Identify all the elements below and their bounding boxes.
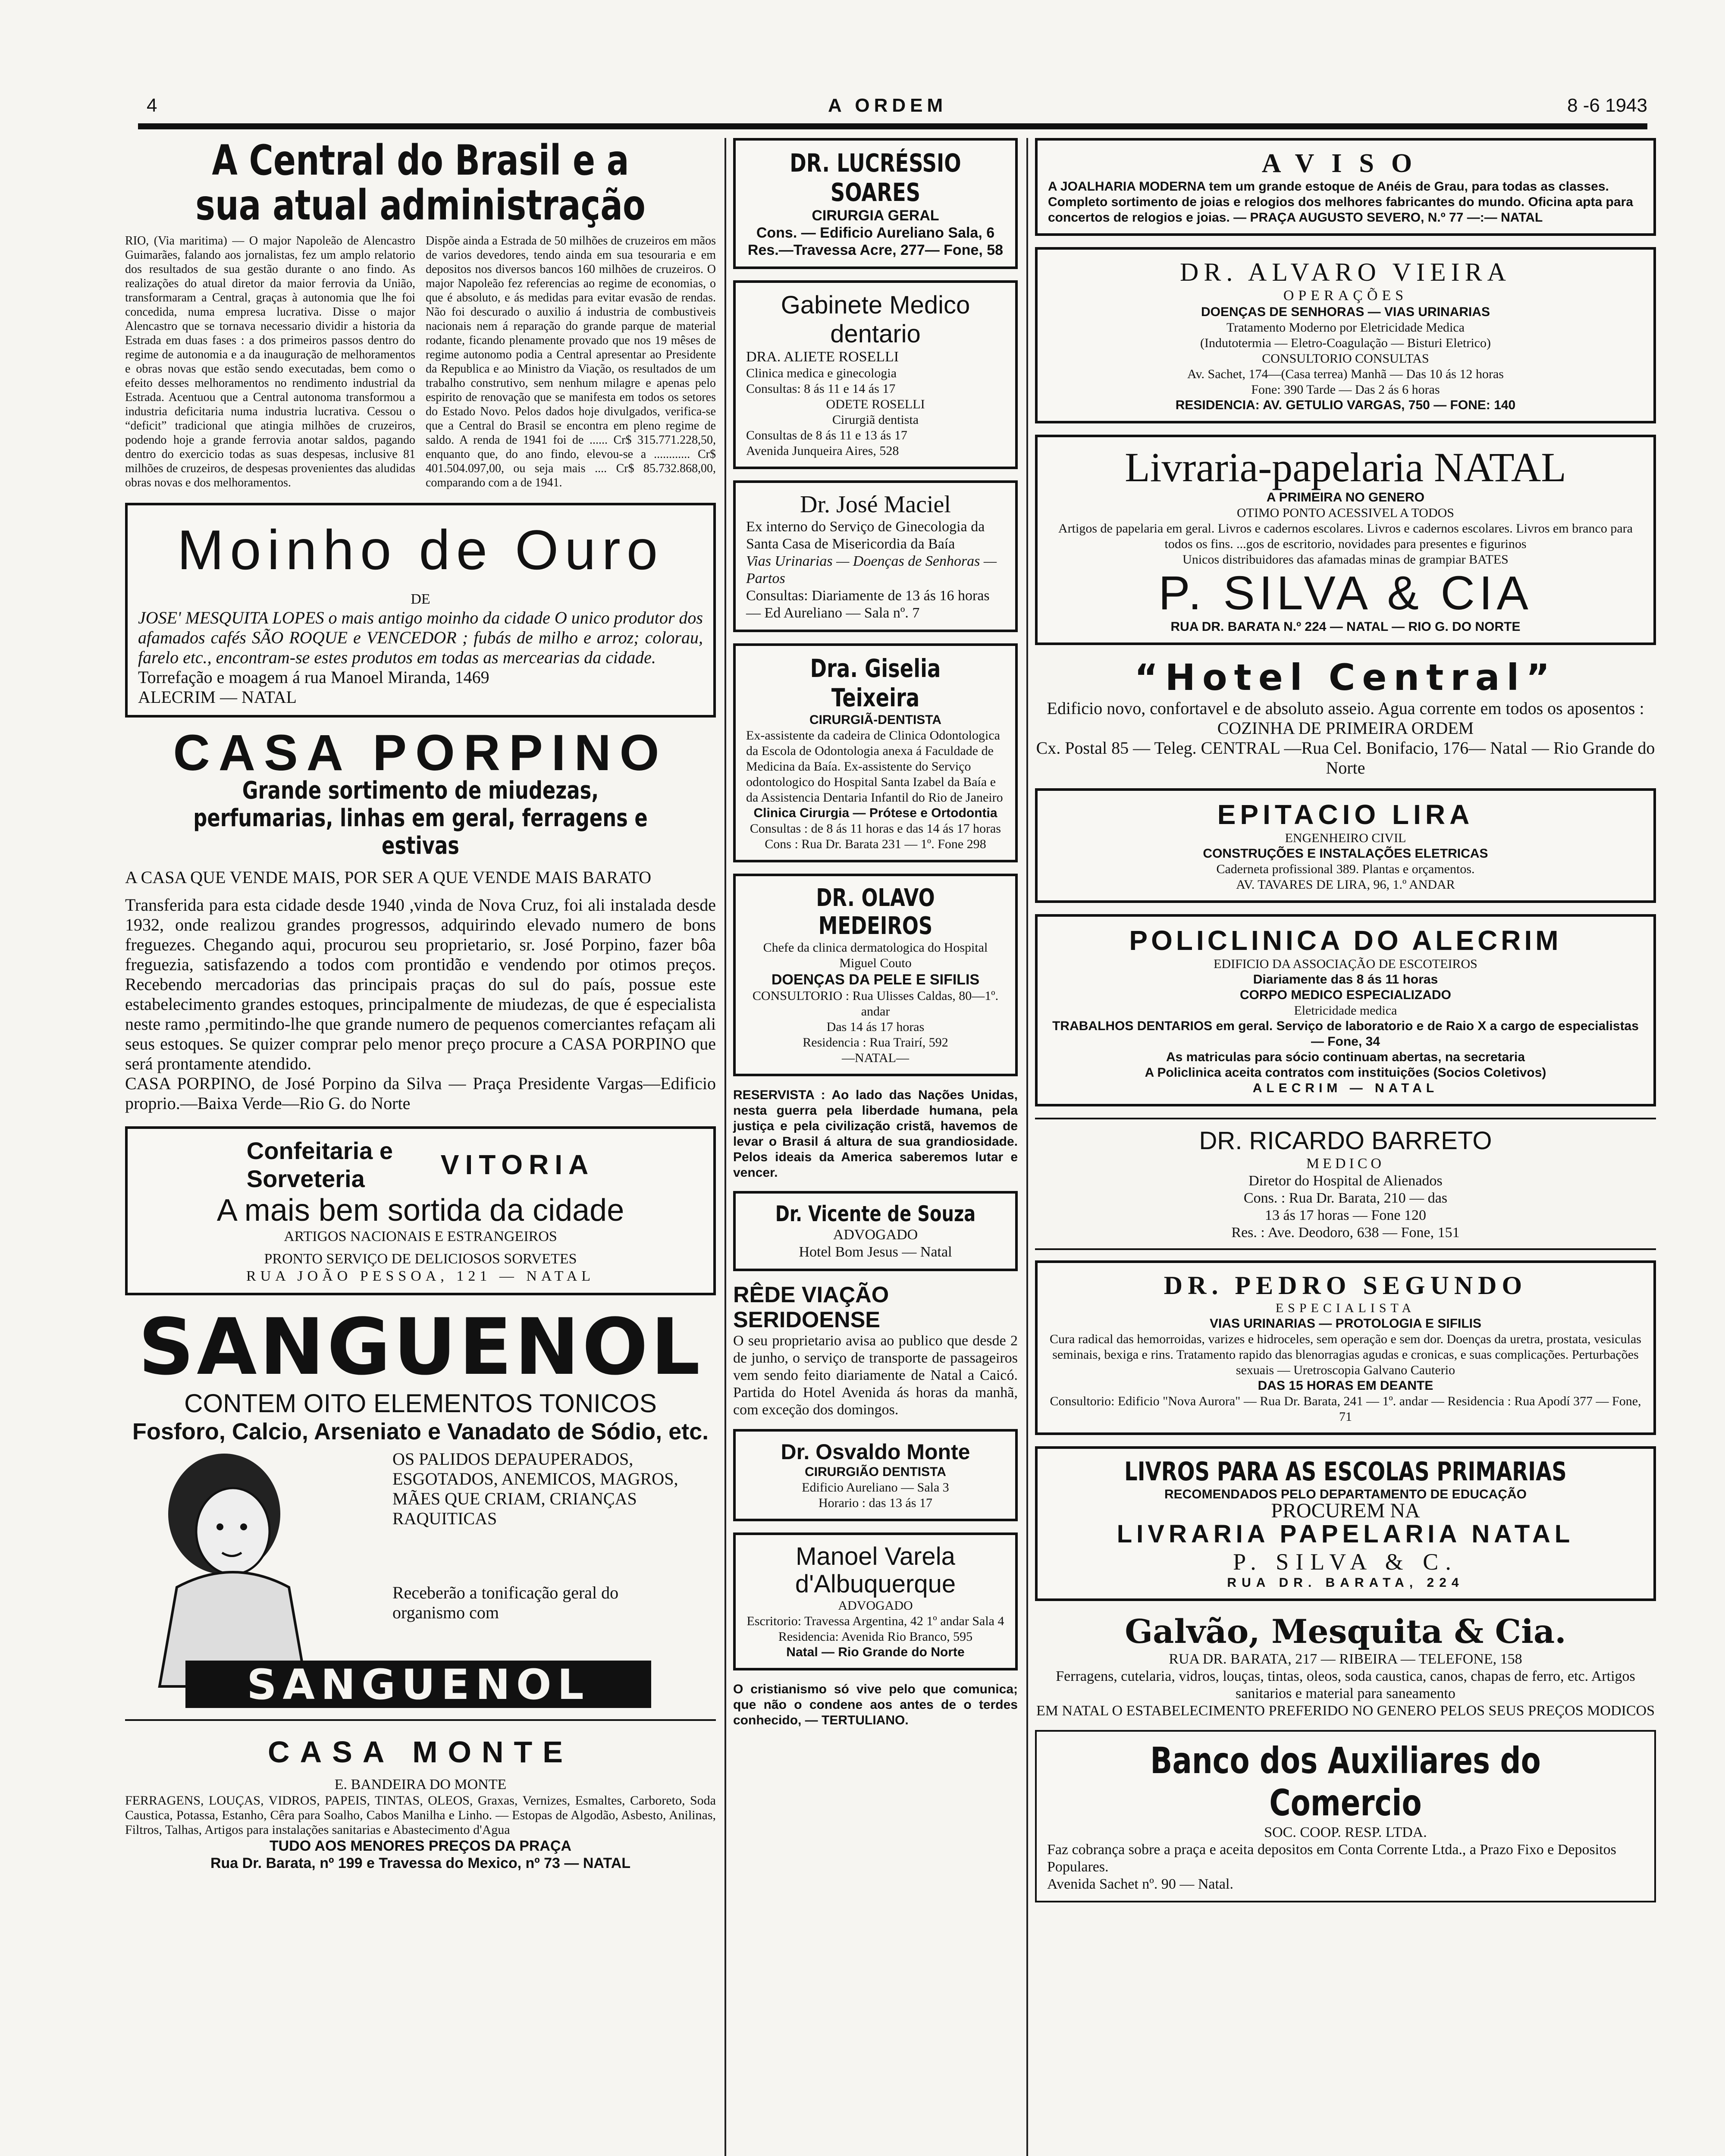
ad-livraria-sub: A PRIMEIRA NO GENERO — [1266, 490, 1425, 505]
ad-osvaldo-name: Dr. Osvaldo Monte — [781, 1440, 970, 1464]
ad-sanguenol-bottle: SANGUENOL — [247, 1661, 590, 1709]
ad-banco-t2: Faz cobrança sobre a praça e aceita depositos em Conta Corrente Ltda., a Prazo Fixo e Depositos Populares. — [1047, 1842, 1616, 1875]
divider — [1035, 1248, 1656, 1250]
ad-barreto-spec: MEDICO — [1306, 1156, 1385, 1172]
ad-livros-t1: RECOMENDADOS PELO DEPARTAMENTO DE EDUCAÇÃO — [1164, 1487, 1527, 1501]
ad-medeiros-text: Chefe da clinica dermatologica do Hospital Miguel Couto — [763, 940, 988, 970]
ad-lira-t1: CONSTRUÇÕES E INSTALAÇÕES ELETRICAS — [1203, 846, 1488, 861]
tertuliano-quote: O cristianismo só vive pelo que comunica; que não o condene aos antes de o terdes conhecido, — TERTULIANO. — [733, 1682, 1018, 1727]
ad-monte-address: Rua Dr. Barata, nº 199 e Travessa do Mexico, nº 73 — NATAL — [210, 1855, 631, 1871]
ad-livraria — [1035, 435, 1656, 645]
page-header — [138, 86, 1647, 116]
ad-gabinete-name2: ODETE ROSELLI — [826, 397, 925, 411]
ad-lira-t2: Caderneta profissional 389. Plantas e orçamentos. — [1216, 862, 1475, 876]
ad-segundo-t1: VIAS URINARIAS — PROTOLOGIA E SIFILIS — [1209, 1316, 1482, 1331]
ad-gabinete-title: Gabinete Medico dentario — [781, 291, 970, 348]
ad-vieira-res: RESIDENCIA: AV. GETULIO VARGAS, 750 — FONE: 140 — [1175, 398, 1516, 412]
ad-policlinica-title: POLICLINICA DO ALECRIM — [1129, 925, 1562, 956]
issue-date: 8 -6 1943 — [1567, 95, 1647, 116]
ad-hotel-text: Edificio novo, confortavel e de absoluto asseio. Agua corrente em todos os aposentos : COZINHA DE PRIMEIRA ORDEM — [1047, 699, 1644, 738]
ad-aviso — [1035, 138, 1656, 236]
ad-soares-cons: Cons. — Edificio Aureliano Sala, 6 — [756, 225, 995, 241]
ad-gabinete-addr: Avenida Junqueira Aires, 528 — [746, 444, 899, 458]
ad-policlinica — [1035, 914, 1656, 1106]
ad-sanguenol-line3: OS PALIDOS DEPAUPERADOS, ESGOTADOS, ANEMICOS, MAGROS, MÃES QUE CRIAM, CRIANÇAS RAQUITICAS — [392, 1449, 678, 1528]
ad-porpino-title: CASA PORPINO — [173, 724, 668, 781]
ad-soares-name: DR. LUCRÉSSIO SOARES — [790, 148, 961, 207]
ad-maciel-name: Dr. José Maciel — [800, 491, 951, 518]
ad-livraria-l1: OTIMO PONTO ACESSIVEL A TODOS — [1237, 506, 1454, 520]
ad-policlinica-t6: As matriculas para sócio continuam abertas, na secretaria — [1166, 1050, 1525, 1064]
ad-aviso-text: A JOALHARIA MODERNA tem um grande estoque de Anéis de Grau, para todas as classes. Completo sortimento de joias e relogios dos melhores fabricantes do mundo. Oficina apta para concertos de relogios e joias. — PRAÇA AUGUSTO SEVERO, N.º 77 —:— NATAL — [1048, 179, 1633, 225]
ad-confeitaria-address: RUA JOÃO PESSOA, 121 — NATAL — [246, 1268, 595, 1284]
ad-medeiros-city: —NATAL— — [842, 1051, 909, 1065]
ad-barreto-t1: Diretor do Hospital de Alienados — [1248, 1173, 1443, 1189]
ad-livros-title: LIVROS PARA AS ESCOLAS PRIMARIAS — [1124, 1457, 1567, 1487]
ad-soares-spec: CIRURGIA GERAL — [812, 207, 939, 224]
ad-moinho-title: Moinho de Ouro — [177, 518, 664, 581]
article-col-a: RIO, (Via maritima) — O major Napoleão de Alencastro Guimarães, falando aos jornalistas, fez um amplo relatorio dos resultados de sua gestão durante o ano findo. As realizações do atual diretor da maior ferrovia da União, transformaram a Central, graças à autonomia que lhe foi concedida, numa empresa lucrativa. Disse o major Alencastro que se tornava necessario dividir a historia da Estrada em duas fases : a dos primeiros passos dentro do regime de autonomia e a da inauguração de melhoramentos e obras novas que estão sendo executadas, bem como o efeito desses melhoramentos no rendimento industrial da Estrada. Acentuou que a Central autonoma transformou a industria deficitaria numa industria lucrativa. Cessou o “deficit” tradicional que atingia milhões de cruzeiros, podendo hoje a grande ferrovia anotar saldos, pagando dentro do exercicio todas as suas despesas, inclusive 81 milhões de cruzeiros, de despesas provenientes das aludidas obras novas e dos melhoramentos. — [125, 234, 415, 489]
ad-vieira-oper: OPERAÇÕES — [1283, 288, 1408, 304]
ad-soares — [733, 138, 1018, 269]
ad-medeiros-name: DR. OLAVO MEDEIROS — [816, 884, 935, 940]
ad-moinho-de: DE — [411, 591, 430, 607]
ad-rede-title: RÊDE VIAÇÃO SERIDOENSE — [733, 1282, 889, 1332]
ad-medeiros-cons: CONSULTORIO : Rua Ulisses Caldas, 80—1º. andar — [752, 989, 999, 1018]
ad-livraria-l3: Unicos distribuidores das afamadas minas de grampiar BATES — [1182, 552, 1509, 567]
ad-banco — [1035, 1730, 1656, 1902]
reservista-notice: RESERVISTA : Ao lado das Nações Unidas, nesta guerra pela liberdade humana, pela justiça e pela civilização cristã, havemos de levar o Brasil á altura de sua grandiosidade. Pelos ideais da America saberemos lutar e vencer. — [733, 1088, 1018, 1180]
ad-moinho — [125, 503, 716, 718]
ad-maciel — [733, 480, 1018, 632]
ad-soares-res: Res.—Travessa Acre, 277— Fone, 58 — [747, 242, 1004, 258]
ad-maciel-spec: Vias Urinarias — Doenças de Senhoras — Partos — [746, 553, 997, 586]
ad-varela-res: Residencia: Avenida Rio Branco, 595 — [778, 1630, 973, 1644]
ad-gabinete-cons: Consultas: 8 ás 11 e 14 ás 17 — [746, 382, 896, 396]
ad-giselia-spec2: Clinica Cirurgia — Prótese e Ortodontia — [753, 806, 997, 820]
ad-monte-slogan: TUDO AOS MENORES PREÇOS DA PRAÇA — [269, 1838, 572, 1854]
ad-giselia — [733, 643, 1018, 862]
column-right — [1035, 138, 1656, 1914]
ad-policlinica-t4: Eletricidade medica — [1294, 1003, 1397, 1018]
ad-segundo-t3: DAS 15 HORAS EM DEANTE — [1258, 1379, 1433, 1393]
ad-rede — [733, 1282, 1018, 1419]
ad-livraria-title: Livraria-papelaria NATAL — [1125, 444, 1566, 490]
ad-vieira-spec: DOENÇAS DE SENHORAS — VIAS URINARIAS — [1201, 305, 1490, 319]
article-title: A Central do Brasil e a sua atual administração — [195, 136, 646, 229]
ad-medeiros-spec: DOENÇAS DA PELE E SIFILIS — [771, 971, 980, 988]
ad-gabinete-cons2: Consultas de 8 ás 11 e 13 ás 17 — [746, 428, 907, 442]
ad-porpino-text: Transferida para esta cidade desde 1940 ,vinda de Nova Cruz, foi ali instalada desde 1932, onde realizou grandes progressos, adquirindo elevado numero de bons freguezes. Chegando aqui, procurou seu proprietario, sr. José Porpino, fazer bôa freguezia, satisfazendo a todos com prontidão e vendendo por otimos preços. Recebendo mercadorias das principais praças do sul do país, possue este estabelecimento grandes estoques, principalmente de miudezas, de que é especialista neste ramo ,permitindo-lhe que grande numero de pequenos comerciantes refaçam ali seus estoques. Se quizer comprar pelo menor preço procure a CASA PORPINO que será prontamente atendido. — [125, 895, 716, 1073]
ad-porpino-subtitle: Grande sortimento de miudezas, perfumarias, linhas em geral, ferragens e estivas — [193, 777, 648, 860]
ad-sanguenol-title: SANGUENOL — [138, 1302, 703, 1392]
ad-policlinica-t5: TRABALHOS DENTARIOS em geral. Serviço de laboratorio e de Raio X a cargo de especialistas — Fone, 34 — [1052, 1019, 1639, 1049]
ad-barreto-name: DR. RICARDO BARRETO — [1199, 1127, 1492, 1155]
ad-souza-spec: ADVOGADO — [833, 1227, 918, 1243]
ad-livraria-addr: RUA DR. BARATA N.º 224 — NATAL — RIO G. DO NORTE — [1170, 620, 1521, 634]
ad-sanguenol-illustration — [125, 1445, 716, 1712]
column-middle — [733, 138, 1018, 1728]
ad-livraria-l2: Artigos de papelaria em geral. Livros e cadernos escolares. Livros e cadernos escolares. Livros em branco para todos os fins. ...gos de escritorio, novidades para presentes e figurinos — [1058, 521, 1633, 551]
ad-medeiros — [733, 874, 1018, 1076]
ad-lira-spec: ENGENHEIRO CIVIL — [1285, 831, 1406, 845]
ad-barreto-t3: 13 ás 17 horas — Fone 120 — [1265, 1207, 1426, 1223]
ad-hotel — [1035, 656, 1656, 778]
ad-galvao-t1: RUA DR. BARATA, 217 — RIBEIRA — TELEFONE, 158 — [1169, 1651, 1522, 1667]
ad-lira — [1035, 788, 1656, 903]
ad-giselia-text: Ex-assistente da cadeira de Clinica Odontologica da Escola de Odontologia anexa á Faculdade de Medicina da Baía. Ex-assistente do Serviço odontologico do Hospital Santa Izabel da Baía e da Assistencia Dentaria Infantil do Rio de Janeiro — [746, 728, 1003, 805]
ad-galvao-title: Galvão, Mesquita & Cia. — [1125, 1612, 1566, 1651]
ad-varela — [733, 1532, 1018, 1670]
ad-livros — [1035, 1446, 1656, 1601]
ad-livros-t5: RUA DR. BARATA, 224 — [1227, 1576, 1464, 1590]
header-rule — [138, 123, 1647, 129]
article-central — [125, 138, 716, 490]
ad-galvao-t2: Ferragens, cutelaria, vidros, louças, tintas, oleos, soda caustica, canos, chapas de ferro, etc. Artigos sanitarios e material para saneamento — [1056, 1668, 1635, 1702]
divider — [125, 1719, 716, 1721]
ad-medeiros-hours: Das 14 ás 17 horas — [826, 1020, 925, 1034]
ad-livros-t4: P. SILVA & C. — [1233, 1549, 1458, 1575]
ad-moinho-text: JOSE' MESQUITA LOPES o mais antigo moinho da cidade O unico produtor dos afamados cafés SÃO ROQUE e VENCEDOR ; fubás de milho e arroz; colorau, farelo etc., encontram-se estes produtos em todas as mercearias da cidade. — [138, 608, 703, 667]
article-col-b: Dispõe ainda a Estrada de 50 milhões de cruzeiros em mãos de varios devedores, tendo ainda em sua tesouraria e em depositos nos diversos bancos 160 milhões de cruzeiros. O major Napoleão fez referencias ao regime de economias, o que é absoluto, e ás medidas para evitar evasão de rendas. Não foi descurado o auxilio á industria de combustiveis nacionais nem á reparação do grande parque de material rodante, ficando plenamente provado que nos 19 mêses de regime autonomo podia a Central apresentar ao Presidente da Republica e ao Ministro da Viação, os resultados de um trabalho construtivo, sem nenhum milagre e apenas pelo espirito de renovação que se manifesta em todos os setores do Estado Novo. Pelos dados hoje divulgados, verifica-se que a Central do Brasil se encontra em pleno regime de saldo. A renda de 1941 foi de ...... Cr$ 315.771.228,50, enquanto que, do ano findo, elevou-se a ............ Cr$ 401.504.097,00, ou seja mais .... Cr$ 85.732.868,00, comparando com a de 1941. — [426, 234, 716, 489]
ad-policlinica-place: ALECRIM — NATAL — [1252, 1081, 1439, 1095]
ad-segundo-name: DR. PEDRO SEGUNDO — [1164, 1271, 1527, 1300]
page-number: 4 — [147, 95, 157, 116]
ad-vieira-t5: Fone: 390 Tarde — Das 2 ás 6 horas — [1251, 382, 1440, 397]
ad-hotel-addr: Cx. Postal 85 — Teleg. CENTRAL —Rua Cel. Bonifacio, 176— Natal — Rio Grande do Norte — [1036, 738, 1655, 777]
ad-livraria-brand: P. SILVA & CIA — [1158, 567, 1533, 620]
ad-rede-text: O seu proprietario avisa ao publico que desde 2 de junho, o serviço de transporte de passageiros vem sendo feito diariamente de Natal a Caicó. Partida do Hotel Avenida ás horas da manhã, com exceção dos domingos. — [733, 1333, 1018, 1418]
ad-livros-t2: PROCUREM NA — [1271, 1499, 1420, 1522]
ad-souza — [733, 1191, 1018, 1271]
ad-barreto-t2: Cons. : Rua Dr. Barata, 210 — das — [1243, 1190, 1448, 1206]
ad-policlinica-t7: A Policlinica aceita contratos com instituições (Socios Coletivos) — [1145, 1065, 1546, 1080]
ad-lira-addr: AV. TAVARES DE LIRA, 96, 1.º ANDAR — [1236, 877, 1455, 892]
ad-osvaldo-spec: CIRURGIÃO DENTISTA — [805, 1465, 946, 1479]
ad-osvaldo-addr: Edificio Aureliano — Sala 3 — [802, 1480, 949, 1495]
ad-policlinica-t2: Diariamente das 8 ás 11 horas — [1253, 972, 1438, 987]
ad-giselia-spec: CIRURGIÃ-DENTISTA — [809, 713, 942, 727]
ad-monte-title: CASA MONTE — [268, 1735, 573, 1769]
ad-giselia-cons: Consultas : de 8 ás 11 horas e das 14 ás 17 horas — [750, 821, 1001, 836]
ad-varela-text: Escritorio: Travessa Argentina, 42 1º andar Sala 4 — [746, 1614, 1004, 1628]
ad-sanguenol-line2: Fosforo, Calcio, Arseniato e Vanadato de Sódio, etc. — [132, 1419, 709, 1445]
ad-confeitaria-line: PRONTO SERVIÇO DE DELICIOSOS SORVETES — [264, 1251, 577, 1267]
ad-vieira-t1: Tratamento Moderno por Eletricidade Medica — [1226, 320, 1465, 335]
ad-gabinete-name: DRA. ALIETE ROSELLI — [746, 349, 899, 365]
ad-banco-t1: SOC. COOP. RESP. LTDA. — [1264, 1824, 1427, 1840]
ad-giselia-addr: Cons : Rua Dr. Barata 231 — 1º. Fone 298 — [765, 837, 986, 851]
ad-vieira-t4: Av. Sachet, 174—(Casa terrea) Manhã — Das 10 ás 12 horas — [1187, 367, 1504, 381]
ad-maciel-cons: Consultas: Diariamente de 13 ás 16 horas — Ed Aureliano — Sala nº. 7 — [746, 588, 990, 621]
newspaper-name: A ORDEM — [828, 95, 947, 116]
ad-banco-t3: Avenida Sachet nº. 90 — Natal. — [1047, 1876, 1233, 1892]
ad-hotel-title: “Hotel Central” — [1134, 656, 1557, 699]
ad-gabinete-spec: Clinica medica e ginecologia — [746, 366, 897, 380]
ad-galvao — [1035, 1612, 1656, 1720]
column-divider — [724, 138, 726, 2156]
ad-sanguenol-line1: CONTEM OITO ELEMENTOS TONICOS — [184, 1389, 657, 1418]
ad-vieira-name: DR. ALVARO VIEIRA — [1180, 258, 1511, 286]
ad-aviso-title: AVISO — [1261, 149, 1430, 178]
ad-moinho-place: ALECRIM — NATAL — [138, 687, 297, 707]
ad-souza-name: Dr. Vicente de Souza — [775, 1201, 976, 1226]
ad-porpino — [125, 724, 716, 1113]
ad-porpino-slogan: A CASA QUE VENDE MAIS, POR SER A QUE VENDE MAIS BARATO — [125, 868, 652, 887]
ad-barreto — [1035, 1118, 1656, 1250]
ad-osvaldo — [733, 1429, 1018, 1521]
ad-segundo-t4: Consultorio: Edificio "Nova Aurora" — Rua Dr. Barata, 241 — 1º. andar — Residencia : Rua Apodí 377 — Fone, 71 — [1050, 1394, 1641, 1424]
ad-medeiros-res: Residencia : Rua Trairí, 592 — [803, 1035, 948, 1050]
ad-souza-addr: Hotel Bom Jesus — Natal — [799, 1244, 952, 1260]
ad-moinho-address: Torrefação e moagem á rua Manoel Miranda, 1469 — [138, 667, 489, 687]
ad-galvao-t3: EM NATAL O ESTABELECIMENTO PREFERIDO NO GENERO PELOS SEUS PREÇOS MODICOS — [1036, 1703, 1655, 1719]
ad-segundo-t2: Cura radical das hemorroidas, varizes e hidroceles, sem operação e sem dor. Doenças da uretra, prostata, vesiculas seminais, bexiga e rins. Tratamento rapido das blenorragias agudas e cronicas, e suas complicações. Perturbações sexuais — Uretroscopia Galvano Cauterio — [1050, 1332, 1641, 1377]
ad-confeitaria — [125, 1126, 716, 1295]
ad-livros-t3: LIVRARIA PAPELARIA NATAL — [1117, 1520, 1574, 1548]
ad-osvaldo-hours: Horario : das 13 ás 17 — [818, 1496, 933, 1510]
ad-porpino-footer: CASA PORPINO, de José Porpino da Silva — Praça Presidente Vargas—Edificio proprio.—Baixa Verde—Rio G. do Norte — [125, 1074, 716, 1113]
column-left — [125, 138, 716, 1872]
ad-sanguenol-line4: Receberão a tonificação geral do organismo com — [392, 1583, 619, 1622]
ad-confeitaria-left: Confeitaria e Sorveteria — [246, 1137, 393, 1192]
ad-vieira — [1035, 247, 1656, 423]
ad-lira-name: EPITACIO LIRA — [1217, 799, 1474, 830]
ad-policlinica-t3: CORPO MEDICO ESPECIALIZADO — [1239, 988, 1452, 1002]
ad-varela-spec: ADVOGADO — [838, 1598, 913, 1613]
ad-segundo-spec: ESPECIALISTA — [1275, 1301, 1416, 1315]
ad-policlinica-t1: EDIFICIO DA ASSOCIAÇÃO DE ESCOTEIROS — [1214, 957, 1477, 971]
ad-sanguenol — [125, 1302, 716, 1712]
ad-barreto-res: Res. : Ave. Deodoro, 638 — Fone, 151 — [1231, 1225, 1460, 1241]
ad-segundo — [1035, 1260, 1656, 1435]
ad-monte-text: FERRAGENS, LOUÇAS, VIDROS, PAPEIS, TINTAS, OLEOS, Graxas, Vernizes, Esmaltes, Carboreto, Soda Caustica, Potassa, Estanho, Cêra para Soalho, Cabos Manilha e Linho. — Estopas de Algodão, Asbesto, Anilinas, Filtros, Talhas, Artigos para instalações sanitarias e Abastecimento d'Agua — [125, 1793, 716, 1837]
ad-banco-title: Banco dos Auxiliares do Comercio — [1150, 1739, 1541, 1824]
column-divider — [1026, 138, 1028, 2156]
ad-confeitaria-brand: VITORIA — [440, 1149, 595, 1180]
ad-confeitaria-slogan: A mais bem sortida da cidade — [216, 1193, 624, 1228]
ad-casa-monte — [125, 1728, 716, 1872]
ad-varela-name: Manoel Varela d'Albuquerque — [795, 1542, 956, 1598]
ad-gabinete — [733, 280, 1018, 469]
ad-maciel-text: Ex interno do Serviço de Ginecologia da Santa Casa de Misericordia da Baía — [746, 519, 985, 552]
ad-varela-city: Natal — Rio Grande do Norte — [786, 1645, 965, 1659]
ad-giselia-name: Dra. Giselia Teixeira — [810, 654, 941, 712]
ad-vieira-t2: (Indutotermia — Eletro-Coagulação — Bisturi Eletrico) — [1200, 336, 1491, 350]
ad-monte-owner: E. BANDEIRA DO MONTE — [334, 1777, 507, 1792]
ad-vieira-t3: CONSULTORIO CONSULTAS — [1262, 351, 1429, 366]
ad-gabinete-spec2: Cirurgiã dentista — [832, 413, 919, 427]
ad-confeitaria-sub: ARTIGOS NACIONAIS E ESTRANGEIROS — [284, 1228, 557, 1244]
divider — [1035, 1118, 1656, 1119]
